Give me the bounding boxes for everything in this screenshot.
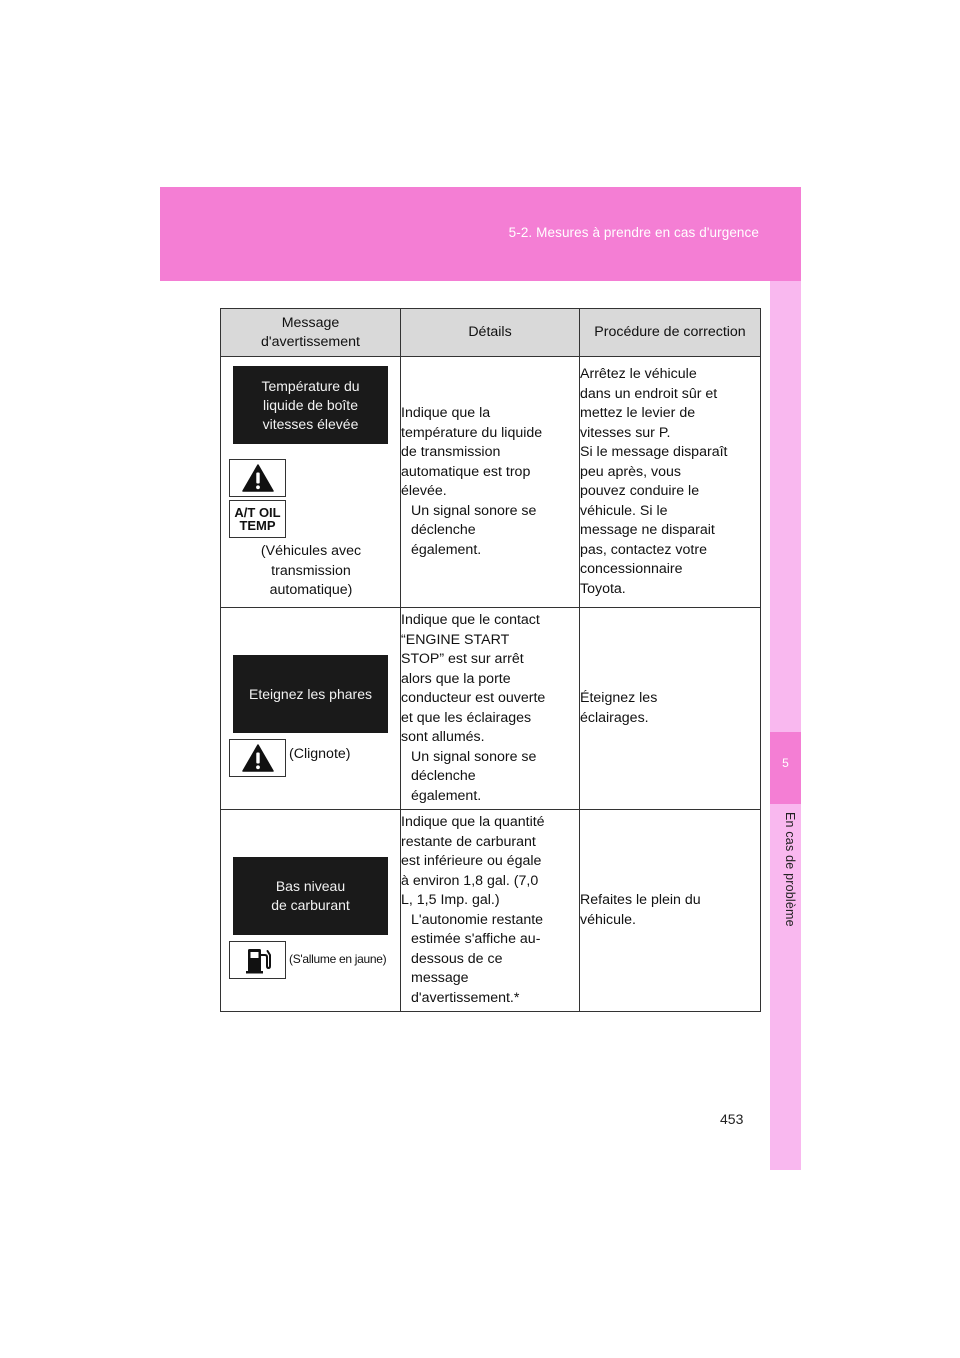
message-cell [221,810,401,1012]
section-title: 5-2. Mesures à prendre en cas d'urgence [508,225,759,240]
message-cell [221,608,401,810]
warning-triangle-icon [229,459,286,497]
page-number: 453 [720,1111,744,1127]
correction-cell: Arrêtez le véhicule dans un endroit sûr et mettez le levier de vitesses sur P. Si le message disparaît peu après, vous pouvez conduire le véhicule. Si le message ne disparait pas, contactez votre concessionnaire Toyota. [580,357,761,608]
details-cell: Indique que la température du liquide de transmission automatique est trop élevée. Un signal sonore se déclenche également. [401,357,580,608]
display-screen: Température du liquide de boîte vitesses élevée [233,366,388,444]
table-row [221,608,761,810]
row-caption: (Véhicules avec transmission automatique) [260,543,362,598]
table-row [221,810,761,1012]
header-message: Message d'avertissement [221,309,401,357]
correction-cell: Éteignez les éclairages. [580,608,761,810]
correction-cell: Refaites le plein du véhicule. [580,810,761,1012]
display-screen: Eteignez les phares [233,655,388,733]
section-header-band [160,187,801,281]
fuel-pump-icon [229,941,286,979]
side-tab-label: En cas de problème [783,812,797,927]
side-tab-number: 5 [782,756,789,770]
table-row [221,357,761,608]
header-details: Détails [401,309,580,357]
row-caption: (Clignote) [289,746,351,762]
warning-message-table [220,308,761,1012]
display-screen: Bas niveau de carburant [233,857,388,935]
warning-triangle-icon [229,739,286,777]
details-cell: Indique que le contact “ENGINE START STOP” est sur arrêt alors que la porte conducteur est ouverte et que les éclairages sont allumés. Un signal sonore se déclenche également. [401,608,580,810]
side-tab-strip [770,281,801,1170]
header-correction: Procédure de correction [580,309,761,357]
at-oil-temp-icon: A/T OIL TEMP [229,500,286,538]
details-cell: Indique que la quantité restante de carburant est inférieure ou égale à environ 1,8 gal. (7,0 L, 1,5 Imp. gal.) L'autonomie restante estimée s'affiche au- dessous de ce message d'avertissement.* [401,810,580,1012]
row-caption: (S'allume en jaune) [289,952,387,966]
table-header-row [221,309,761,357]
message-cell [221,357,401,608]
